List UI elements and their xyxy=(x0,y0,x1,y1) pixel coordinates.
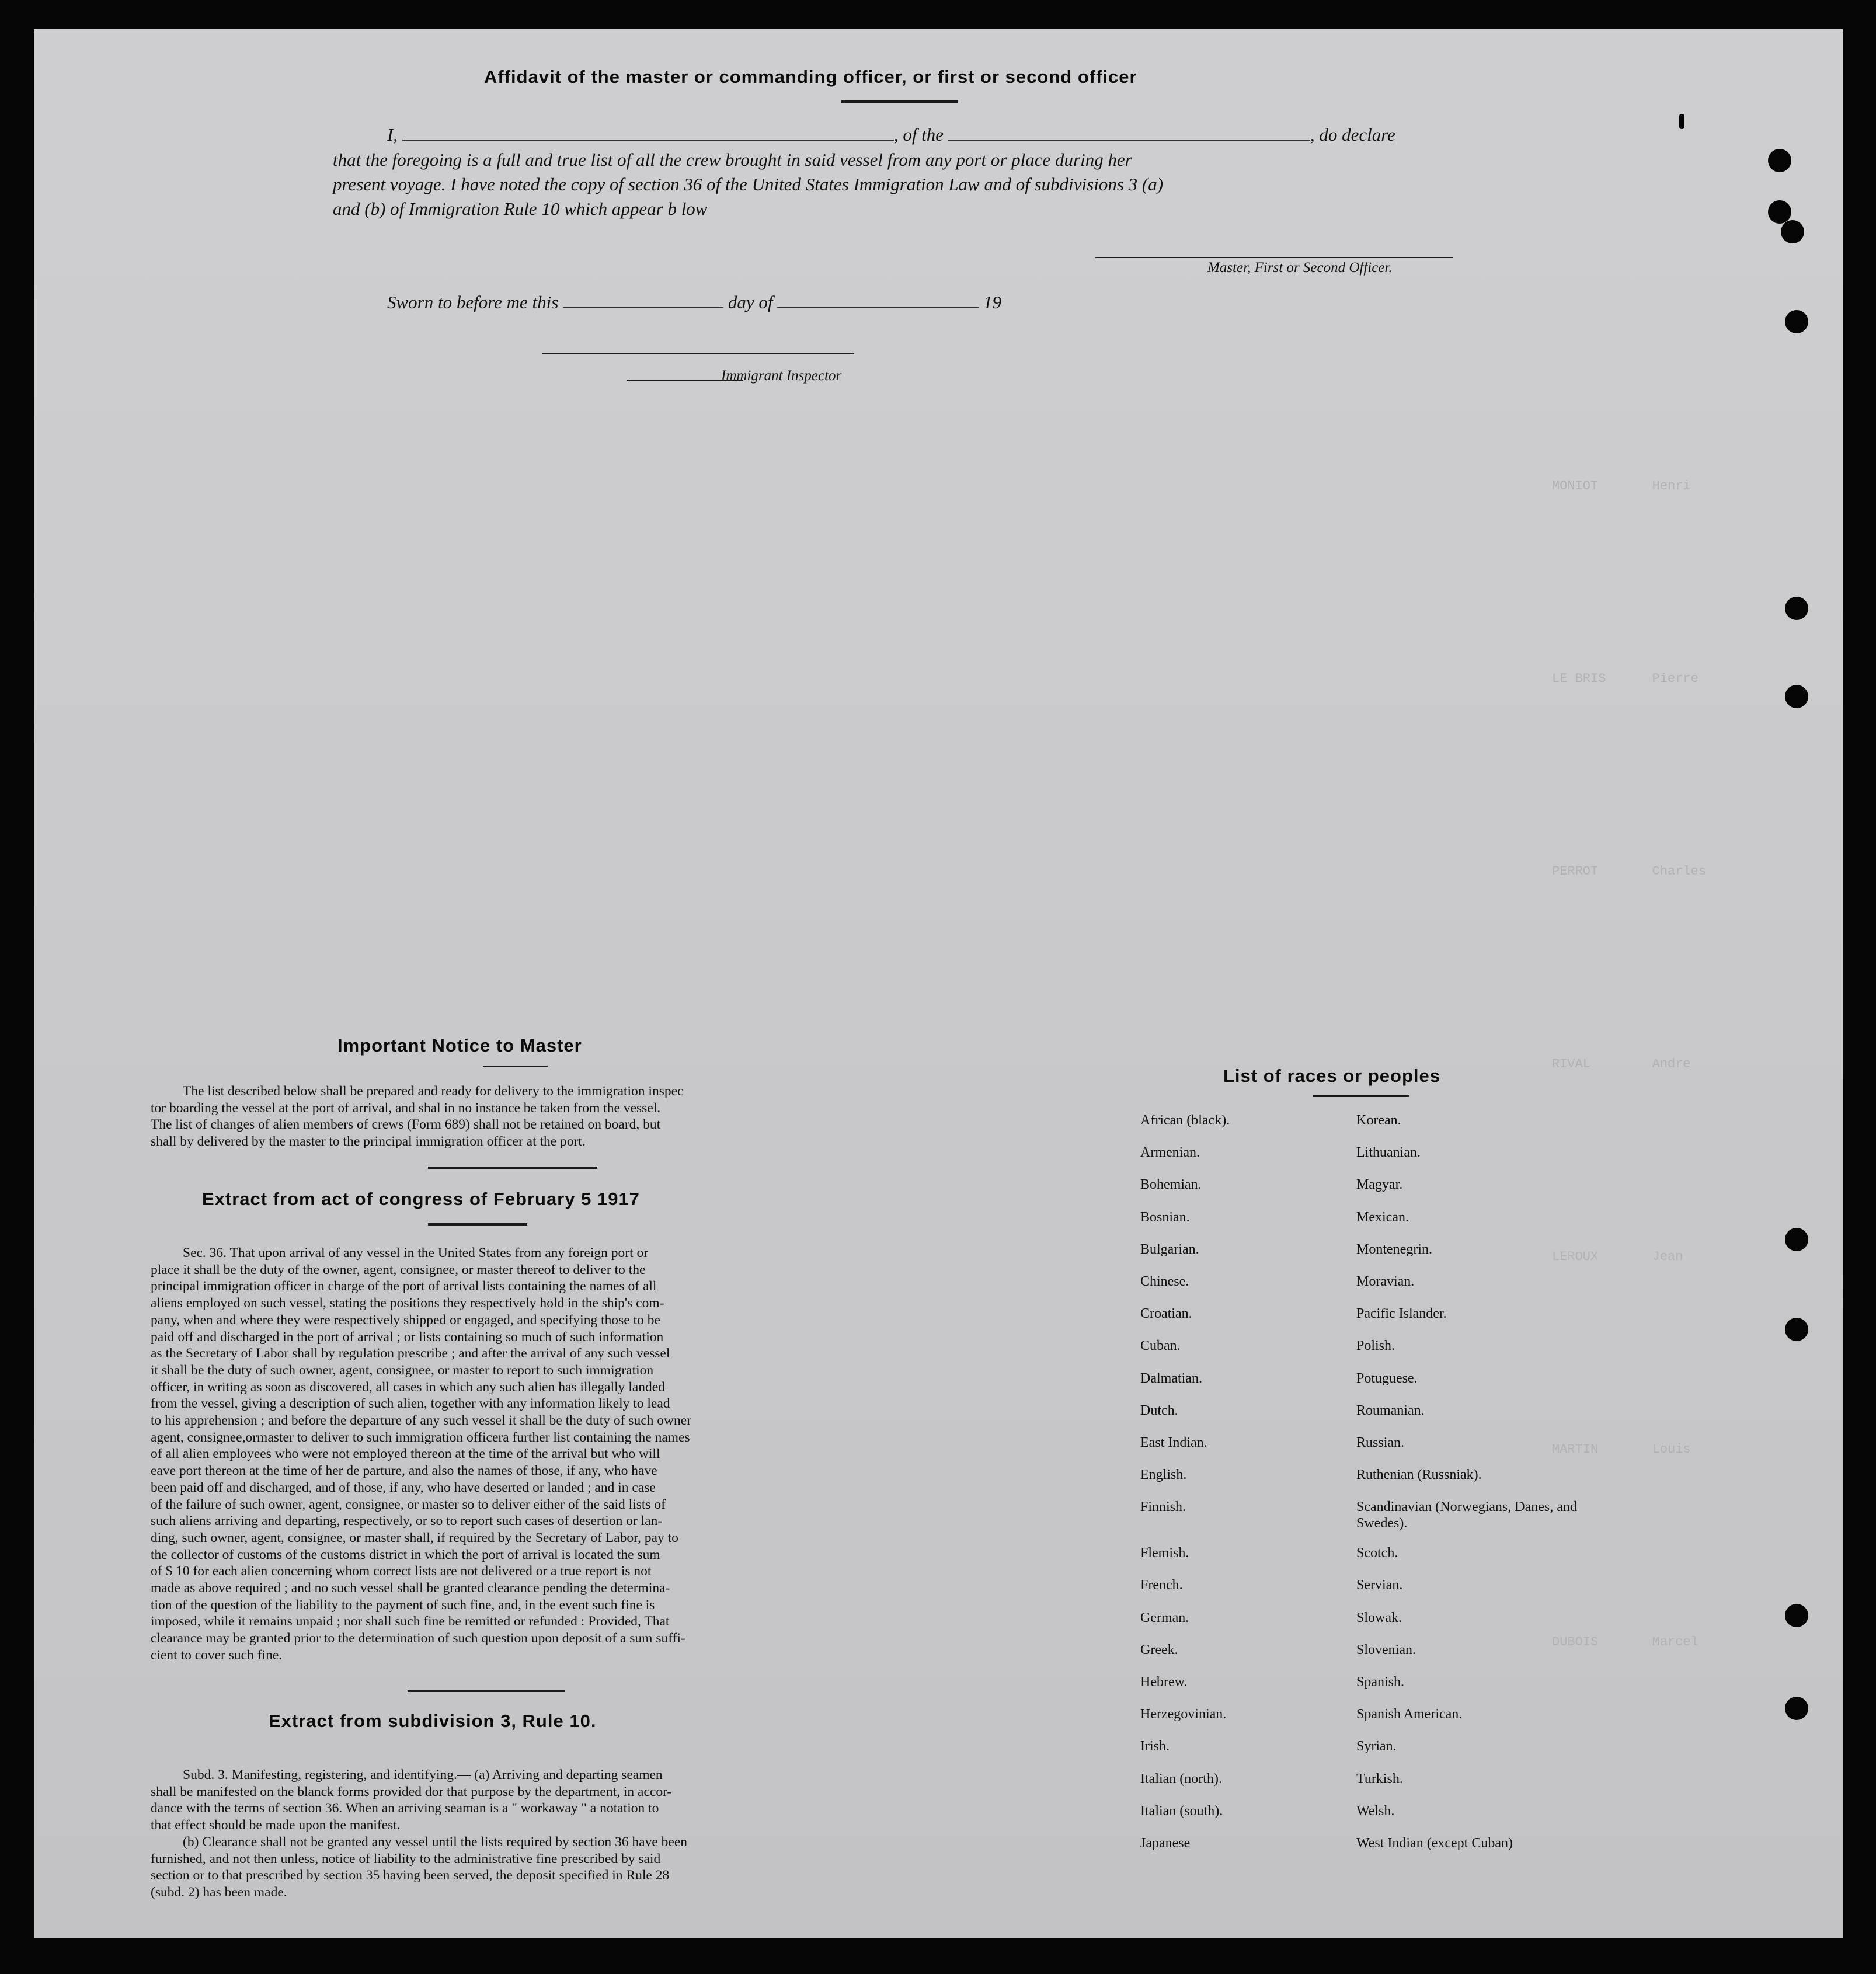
race-item: West Indian (except Cuban) xyxy=(1356,1835,1513,1851)
act-line: principal immigration officer in charge of the port of arrival lists containing the names of all xyxy=(151,1279,657,1294)
act-line: of all alien employees who were not employed thereon at the time of the arrival but who will xyxy=(151,1446,660,1462)
inspector-label: Immigrant Inspector xyxy=(721,368,842,384)
sworn-month-blank[interactable] xyxy=(777,292,979,308)
rule-line: (b) Clearance shall not be granted any vessel until the lists required by section 36 have been xyxy=(183,1834,688,1850)
act-line: the collector of customs of the customs district in which the port of arrival is located the sum xyxy=(151,1547,660,1562)
act-rule-divider xyxy=(408,1690,565,1692)
punch-hole-icon xyxy=(1781,220,1804,243)
act-line: to his apprehension ; and before the departure of any such vessel it shall be the duty of such owner xyxy=(151,1413,692,1429)
race-item: Polish. xyxy=(1356,1338,1395,1354)
punch-hole-icon xyxy=(1785,597,1808,620)
affidavit-line-3: present voyage. I have noted the copy of section 36 of the United States Immigration Law and of subdivisions 3 (a) xyxy=(333,174,1164,194)
rule-line: section or to that prescribed by section 35 having been served, the deposit specified in Rule 28 xyxy=(151,1868,670,1884)
name-blank[interactable] xyxy=(402,124,894,141)
race-item: Finnish. xyxy=(1140,1499,1186,1515)
vessel-blank[interactable] xyxy=(948,124,1310,141)
race-item: Turkish. xyxy=(1356,1771,1403,1787)
race-item: Moravian. xyxy=(1356,1273,1415,1289)
race-item: Servian. xyxy=(1356,1578,1403,1593)
rule-line: shall be manifested on the blanck forms provided dor that purpose by the department, in accor- xyxy=(151,1784,672,1799)
race-item: Armenian. xyxy=(1140,1145,1200,1161)
act-line: paid off and discharged in the port of arrival ; or lists containing so much of such information xyxy=(151,1329,664,1345)
race-item: Cuban. xyxy=(1140,1338,1181,1354)
race-item: Slovenian. xyxy=(1356,1642,1416,1658)
do-declare-label: , do declare xyxy=(1310,124,1395,145)
notice-line: The list of changes of alien members of crews (Form 689) shall not be retained on board, but xyxy=(151,1117,661,1133)
notice-line: The list described below shall be prepared and ready for delivery to the immigration inspec xyxy=(183,1084,684,1099)
race-item: Scotch. xyxy=(1356,1545,1398,1561)
of-the-label: , of the xyxy=(893,124,944,145)
inspector-line-upper[interactable] xyxy=(542,353,854,354)
punch-hole-icon xyxy=(1785,1697,1808,1720)
race-item: French. xyxy=(1140,1578,1183,1593)
extract-rule-title: Extract from subdivision 3, Rule 10. xyxy=(269,1711,597,1731)
race-item: English. xyxy=(1140,1467,1187,1483)
races-column-1 xyxy=(1140,1112,1333,1867)
act-line: such aliens arriving and departing, respectively, or so to report such cases of desertion or lan- xyxy=(151,1513,663,1529)
act-line: clearance may be granted prior to the determination of such question upon deposit of a sum suffi- xyxy=(151,1631,685,1646)
sworn-label: Sworn to before me this xyxy=(387,292,559,312)
race-item: Spanish. xyxy=(1356,1674,1405,1690)
race-item: Greek. xyxy=(1140,1642,1178,1658)
race-item: East Indian. xyxy=(1140,1435,1207,1450)
notice-line: shall by delivered by the master to the principal immigration officer at the port. xyxy=(151,1134,586,1150)
races-title-underline xyxy=(1313,1095,1409,1097)
race-item: Welsh. xyxy=(1356,1803,1395,1819)
extract-act-title: Extract from act of congress of February 5 1917 xyxy=(202,1189,640,1209)
race-item: Croatian. xyxy=(1140,1306,1192,1322)
race-item: Montenegrin. xyxy=(1356,1241,1432,1257)
race-item: Ruthenian (Russniak). xyxy=(1356,1467,1482,1483)
race-item: Italian (south). xyxy=(1140,1803,1223,1819)
race-item: Italian (north). xyxy=(1140,1771,1222,1787)
race-item: Flemish. xyxy=(1140,1545,1189,1561)
rule-line: dance with the terms of section 36. When an arriving seaman is a " workaway " a notation to xyxy=(151,1801,659,1816)
punch-hole-icon xyxy=(1785,1318,1808,1341)
punch-hole-icon xyxy=(1768,200,1791,224)
race-item: Bulgarian. xyxy=(1140,1241,1199,1257)
rule-line: furnished, and not then unless, notice of liability to the administrative fine prescribed by said xyxy=(151,1851,661,1867)
document-page: MONIOT Henri LE BRIS Pierre PERROT Charles RIVAL Andre LEROUX Jean MARTIN Louis DUBOIS Marcel Affidavit of the master or commanding officer, or first or second officer I, , of the , do declare that the foregoing is a full and true list of all the crew brought in said vessel from any port or place during her present voyage. I have noted the copy of section 36 of the United States Immigration Law and of subdivisions 3 (a) and (b) of Immigration Rule 10 which appear b low Master, First or Second Officer. Sworn to before me this day of 19 Immigrant Inspector Important Notice to Master The list described below shall be prepared and ready for delivery to the immigration inspec tor boarding the vessel at the port of arrival, and shal in no instance be taken from the vessel. The list of changes of alien members of crews (Form 689) shall not be retained on board, but shall by delivered by the master to the principal immigration officer at the port. Extract from act of congress of February 5 1917 Sec. 36. That upon arrival of any vessel in the United States from any foreign port or place it shall be the duty of the owner, agent, consignee, or master thereof to deliver to the principal immigration officer in charge of the port of arrival lists containing the names of all aliens employed on such vessel, stating the positions they respectively hold in the ship's com- pany, when and where they were respectively shipped or engaged, and specifying those to be paid off and discharged in the port of arrival ; or lists containing so much of such information as the Secretary of Labor shall by regulation prescribe ; and after the arrival of any such vessel it shall be the duty of such owner, agent, consignee, or master to report to such immigration officer, in writing as soon as discovered, all cases in which any such alien has illegally landed from the vessel, giving a description of such alien, together with any information likely to lead to his apprehension ; and before the departure of any such vessel it shall be the duty of such owner agent, consignee,ormaster to deliver to such immigration officera further list containing the names of all alien employees who were not employed thereon at the time of the arrival but who will eave port thereon at the time of her de parture, and also the names of those, if any, who have been paid off and discharged, and of those, if any, who have deserted or landed ; and in case of the failure of such owner, agent, consignee, or master so to deliver either of the said lists of such aliens arriving and departing, respectively, or so to report such cases of desertion or lan- ding, such owner, agent, consignee, or master shall, if required by the Secretary of Labor, pay to the collector of customs of the customs district in which the port of arrival is located the sum of $ 10 for each alien concerning whom correct lists are not delivered or a true report is not made as above required ; and no such vessel shall be granted clearance pending the determina- tion of the question of the liability to the payment of such fine, and, in the event such fine is imposed, while it remains unpaid ; nor shall such fine be remitted or refunded : Provided, That clearance may be granted prior to the determination of such question upon deposit of a sum suffi- cient to cover such fine. Extract from subdivision 3, Rule 10. Subd. 3. Manifesting, registering, and identifying.— (a) Arriving and departing seamen shall be manifested on the blanck forms provided dor that purpose by the department, in accor- dance with the terms of section 36. When an arriving seaman is a " workaway " a notation to that effect should be made upon the manifest. (b) Clearance shall not be granted any vessel until the lists required by section 36 have been furnished, and not then unless, notice of liability to the administrative fine prescribed by said section or to that prescribed by section 35 having been served, the deposit specified in Rule 28 (subd. 2) has been made. List of races or peoples African (black). Armenian. Bohemian. Bosnian. Bulgarian. Chinese. Croatian. Cuban. Dalmatian. Dutch. East Indian. English. Finnish. Flemish. French. German. Greek. Hebrew. Herzegovinian. Irish. Italian (north). Italian (south). Japanese Korean. Lithuanian. Magyar. Mexican. Montenegrin. Moravian. Pacific Islander. Polish. Potuguese. Roumanian. Russian. Ruthenian (Russniak). Scandinavian (Norwegians, Danes, and Swedes). Scotch. Servian. Slowak. Slovenian. Spanish. Spanish American. Syrian. Turkish. Welsh. West Indian (except Cuban) xyxy=(34,29,1843,1938)
extract-rule-body xyxy=(151,1767,861,1901)
notice-body xyxy=(151,1083,861,1150)
race-item: Hebrew. xyxy=(1140,1674,1188,1690)
year-label: 19 xyxy=(983,292,1001,312)
act-line: of the failure of such owner, agent, consignee, or master so to deliver either of the said lists of xyxy=(151,1496,666,1512)
race-item: Mexican. xyxy=(1356,1209,1409,1225)
race-item: Scandinavian (Norwegians, Danes, and Swedes). xyxy=(1356,1499,1577,1531)
act-line: made as above required ; and no such vessel shall be granted clearance pending the determina- xyxy=(151,1580,670,1596)
race-item: Syrian. xyxy=(1356,1739,1397,1754)
races-title: List of races or peoples xyxy=(1223,1066,1440,1086)
act-line: of $ 10 for each alien concerning whom correct lists are not delivered or a true report is not xyxy=(151,1564,652,1579)
notice-divider xyxy=(483,1066,548,1067)
notice-extract-divider xyxy=(428,1167,597,1169)
act-line: tion of the question of the liability to the payment of such fine, and, in the event such fine is xyxy=(151,1597,655,1613)
notice-line: tor boarding the vessel at the port of arrival, and shal in no instance be taken from the vessel. xyxy=(151,1100,661,1116)
race-item: Chinese. xyxy=(1140,1273,1189,1289)
race-item: Russian. xyxy=(1356,1435,1405,1450)
race-item: Slowak. xyxy=(1356,1610,1402,1625)
affidavit-divider xyxy=(841,100,958,103)
act-line: aliens employed on such vessel, stating the positions they respectively hold in the ship's com- xyxy=(151,1296,664,1311)
race-item: German. xyxy=(1140,1610,1189,1625)
extract-act-body xyxy=(151,1245,861,1664)
race-item: Magyar. xyxy=(1356,1177,1403,1193)
act-line: eave port thereon at the time of her de parture, and also the names of those, if any, who have xyxy=(151,1463,657,1479)
act-line: been paid off and discharged, and of those, if any, who have deserted or landed ; and in case xyxy=(151,1479,656,1495)
race-item: Korean. xyxy=(1356,1113,1401,1128)
race-item: African (black). xyxy=(1140,1113,1230,1128)
rule-line: Subd. 3. Manifesting, registering, and identifying.— (a) Arriving and departing seamen xyxy=(183,1767,663,1782)
act-line: agent, consignee,ormaster to deliver to such immigration officera further list containing the names xyxy=(151,1429,690,1445)
rule-line: (subd. 2) has been made. xyxy=(151,1884,287,1900)
act-line: ding, such owner, agent, consignee, or master shall, if required by the Secretary of Labor, pay to xyxy=(151,1530,678,1545)
race-item: Dutch. xyxy=(1140,1402,1178,1418)
punch-hole-icon xyxy=(1785,310,1808,333)
act-line: place it shall be the duty of the owner, agent, consignee, or master thereof to deliver to the xyxy=(151,1262,646,1277)
race-item: Spanish American. xyxy=(1356,1707,1463,1722)
race-item: Potuguese. xyxy=(1356,1370,1418,1386)
punch-hole-icon xyxy=(1785,1604,1808,1627)
act-line: from the vessel, giving a description of such alien, together with any information likely to lead xyxy=(151,1396,670,1412)
signature-label: Master, First or Second Officer. xyxy=(1207,260,1393,276)
act-line: Sec. 36. That upon arrival of any vessel in the United States from any foreign port or xyxy=(183,1245,649,1261)
act-line: officer, in writing as soon as discovered, all cases in which any such alien has illegally landed xyxy=(151,1379,665,1395)
affidavit-line-2: that the foregoing is a full and true list of all the crew brought in said vessel from any port or place during her xyxy=(333,149,1132,170)
sworn-day-blank[interactable] xyxy=(563,292,723,308)
punch-hole-icon xyxy=(1785,1228,1808,1251)
i-label: I, xyxy=(387,124,398,145)
act-line: it shall be the duty of such owner, agent, consignee, or master to report to such immigration xyxy=(151,1362,654,1378)
race-item: Pacific Islander. xyxy=(1356,1306,1447,1322)
act-line: as the Secretary of Labor shall by regulation prescribe ; and after the arrival of any such vessel xyxy=(151,1346,670,1362)
mark-icon xyxy=(1679,114,1684,129)
signature-line[interactable] xyxy=(1095,257,1453,258)
races-column-2 xyxy=(1356,1112,1578,1867)
race-item: Dalmatian. xyxy=(1140,1370,1202,1386)
act-line: pany, when and where they were respectively shipped or engaged, and specifying those to be xyxy=(151,1312,660,1328)
act-line: cient to cover such fine. xyxy=(151,1647,283,1663)
race-item: Bosnian. xyxy=(1140,1209,1190,1225)
race-item: Japanese xyxy=(1140,1835,1191,1851)
notice-title: Important Notice to Master xyxy=(337,1035,582,1056)
punch-hole-icon xyxy=(1785,685,1808,708)
race-item: Roumanian. xyxy=(1356,1402,1425,1418)
affidavit-line-4: and (b) of Immigration Rule 10 which appear b low xyxy=(333,199,708,219)
sworn-line xyxy=(387,292,1001,313)
extract-act-divider xyxy=(428,1223,527,1226)
race-item: Irish. xyxy=(1140,1739,1170,1754)
act-line: imposed, while it remains unpaid ; nor shall such fine be remitted or refunded : Provided, That xyxy=(151,1614,670,1630)
day-of-label: day of xyxy=(728,292,773,312)
punch-hole-icon xyxy=(1768,149,1791,172)
rule-line: that effect should be made upon the manifest. xyxy=(151,1818,401,1833)
race-item: Bohemian. xyxy=(1140,1177,1202,1193)
race-item: Herzegovinian. xyxy=(1140,1707,1227,1722)
affidavit-declaration-line xyxy=(387,124,1395,145)
affidavit-title: Affidavit of the master or commanding officer, or first or second officer xyxy=(484,67,1137,87)
race-item: Lithuanian. xyxy=(1356,1145,1421,1161)
